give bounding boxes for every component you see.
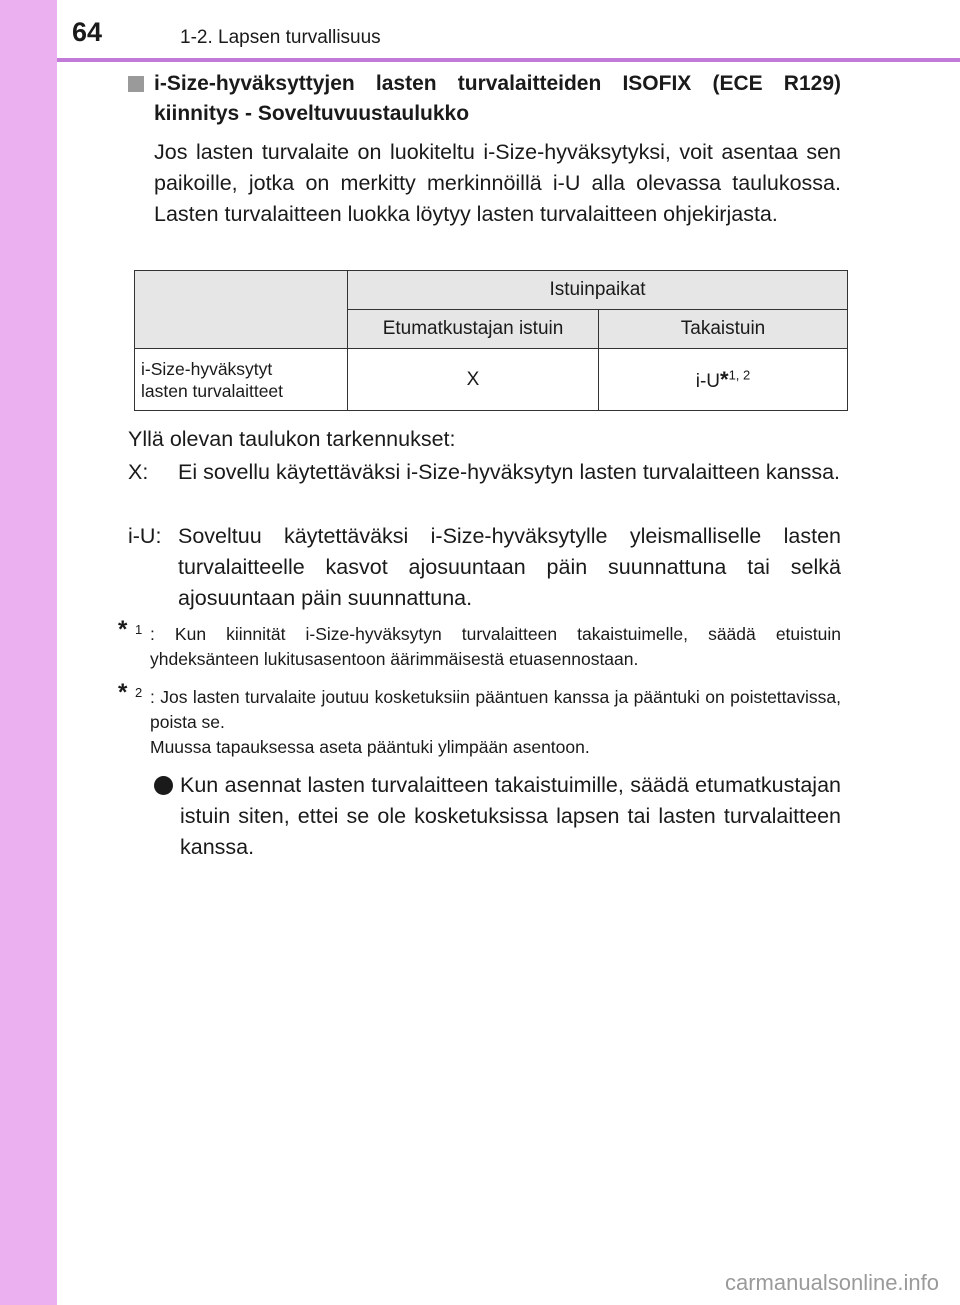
footnote-2-number: 2 bbox=[135, 685, 143, 700]
square-bullet-icon bbox=[128, 76, 144, 92]
side-margin-strip bbox=[0, 0, 57, 1305]
header-divider bbox=[57, 58, 960, 62]
bullet-item bbox=[154, 770, 841, 863]
legend-item-x bbox=[128, 457, 841, 488]
footnote-1-asterisk: * bbox=[118, 616, 128, 643]
legend-item-iu bbox=[128, 521, 841, 614]
table-col-rear-seat: Takaistuin bbox=[599, 310, 848, 349]
legend-text-x: Ei sovellu käytettäväksi i-Size-hyväksytyn lasten turvalaitteen kanssa. bbox=[178, 460, 841, 484]
table-row bbox=[135, 349, 848, 411]
legend-key-x: X: bbox=[128, 460, 149, 484]
legend-text-iu: Soveltuu käytettäväksi i-Size-hyväksytylle yleismalliselle lasten turvalaitteelle kasvot ajosuuntaan päin suunnattuna tai selkä ajosuuntaan päin suunnattuna. bbox=[178, 524, 841, 610]
footnote-1 bbox=[118, 616, 841, 672]
legend-caption: Yllä olevan taulukon tarkennukset: bbox=[128, 427, 456, 451]
intro-paragraph: Jos lasten turvalaite on luokiteltu i-Size-hyväksytyksi, voit asentaa sen paikoille, jotka on merkitty merkinnöillä i-U alla olevassa taulukossa. Lasten turvalaitteen luokka löytyy lasten turvalaitteen ohjekirjasta. bbox=[154, 140, 841, 226]
footnote-2-asterisk: * bbox=[118, 679, 128, 706]
asterisk-mark: * bbox=[720, 366, 729, 392]
page-number: 64 bbox=[72, 17, 103, 47]
footnote-2 bbox=[118, 679, 841, 760]
table-row-label bbox=[135, 349, 348, 411]
round-bullet-icon bbox=[154, 776, 173, 795]
footnote-2-text-cont: Muussa tapauksessa aseta pääntuki ylimpään asentoon. bbox=[150, 737, 590, 757]
watermark: carmanualsonline.info bbox=[725, 1270, 940, 1295]
footnote-1-number: 1 bbox=[135, 622, 143, 637]
section-heading bbox=[128, 69, 841, 129]
footnote-2-text: : Jos lasten turvalaite joutuu kosketuksiin pääntuen kanssa ja pääntuki on poistettavissa, poista se. bbox=[150, 687, 841, 732]
section-heading-text: i-Size-hyväksyttyjen lasten turvalaitteiden ISOFIX (ECE R129) kiinnitys - Soveltuvuustaulukko bbox=[154, 72, 841, 125]
table-col-front-seat: Etumatkustajan istuin bbox=[348, 310, 599, 349]
row-label-line2: lasten turvalaitteet bbox=[141, 380, 284, 401]
legend-key-iu: i-U: bbox=[128, 524, 162, 548]
rear-value: i-U bbox=[695, 370, 721, 392]
chapter-title: 1-2. Lapsen turvallisuus bbox=[180, 27, 381, 48]
table-cell-rear bbox=[599, 349, 848, 411]
row-label-line1: i-Size-hyväksytyt bbox=[141, 358, 273, 379]
footnote-refs: 1, 2 bbox=[728, 367, 751, 383]
table-cell-front: X bbox=[348, 349, 599, 411]
footnote-1-text: : Kun kiinnität i-Size-hyväksytyn turvalaitteen takaistuimelle, säädä etuistuin yhdeksänteen lukitusasentoon äärimmäisestä etuasennostaan. bbox=[150, 624, 841, 669]
compatibility-table bbox=[134, 270, 848, 411]
bullet-text: Kun asennat lasten turvalaitteen takaistuimille, säädä etumatkustajan istuin siten, ettei se ole kosketuksissa lapsen tai lasten turvalaitteen kanssa. bbox=[180, 773, 841, 859]
table-group-header: Istuinpaikat bbox=[348, 271, 848, 310]
table-corner-cell bbox=[135, 271, 348, 349]
